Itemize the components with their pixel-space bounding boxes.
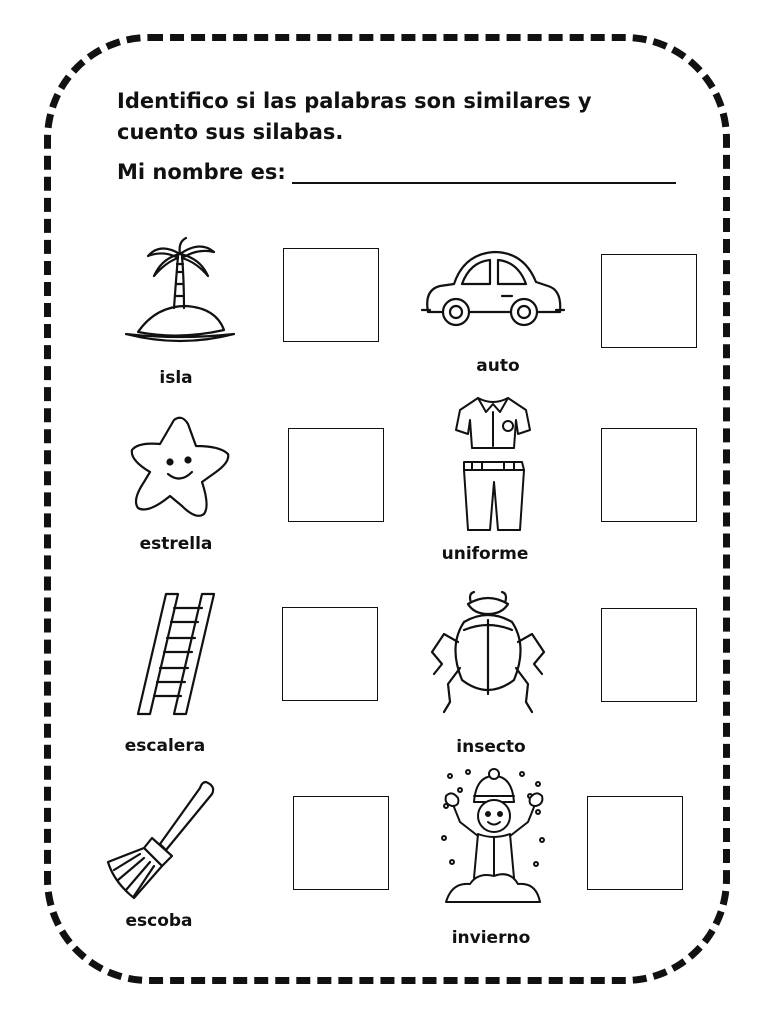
uniform-icon [452, 392, 534, 534]
word-label-invierno: invierno [451, 928, 531, 948]
syllable-box-escoba[interactable] [293, 796, 389, 890]
beetle-icon [428, 590, 548, 716]
syllable-box-invierno[interactable] [587, 796, 683, 890]
worksheet-instruction: Identifico si las palabras son similares y cuento sus silabas. [117, 89, 592, 144]
word-label-uniforme: uniforme [441, 544, 529, 564]
car-icon [420, 244, 566, 334]
syllable-box-estrella[interactable] [288, 428, 384, 522]
name-field[interactable] [117, 160, 677, 184]
ladder-icon [132, 590, 220, 718]
syllable-box-insecto[interactable] [601, 608, 697, 702]
name-blank-line[interactable] [292, 160, 676, 184]
word-label-isla: isla [159, 368, 193, 388]
broom-icon [104, 778, 224, 902]
syllable-box-uniforme[interactable] [601, 428, 697, 522]
winter-child-icon [438, 766, 548, 916]
word-label-auto: auto [476, 356, 520, 376]
island-palm-icon [120, 236, 240, 348]
word-label-estrella: estrella [139, 534, 213, 554]
syllable-box-escalera[interactable] [282, 607, 378, 701]
syllable-box-auto[interactable] [601, 254, 697, 348]
word-label-escoba: escoba [125, 911, 193, 931]
word-label-insecto: insecto [456, 737, 526, 757]
word-label-escalera: escalera [124, 736, 206, 756]
star-face-icon [124, 410, 238, 526]
syllable-box-isla[interactable] [283, 248, 379, 342]
name-prompt: Mi nombre es: [117, 160, 286, 184]
